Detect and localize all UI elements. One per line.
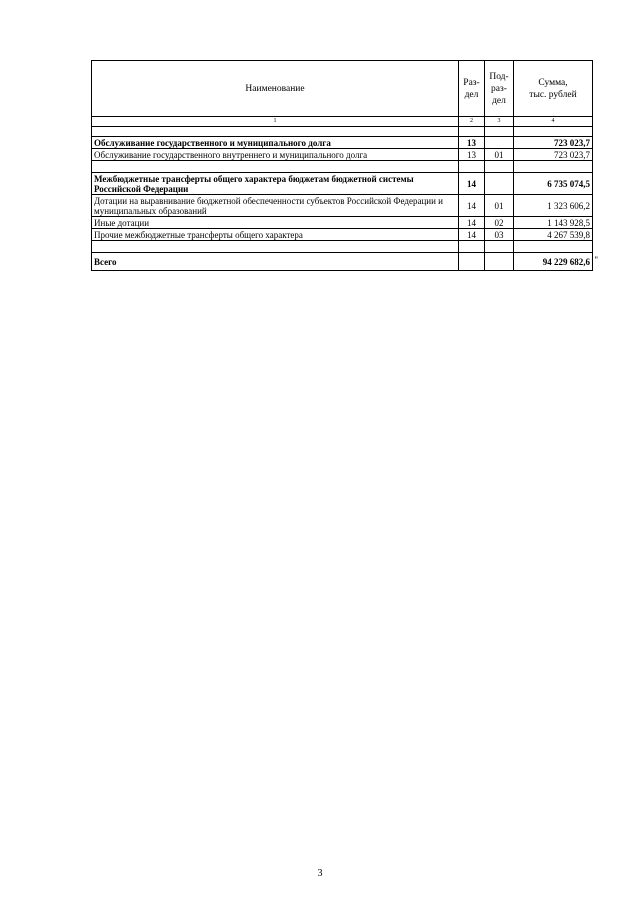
total-row xyxy=(92,253,593,271)
table-row xyxy=(92,217,593,229)
row-razdel: 14 xyxy=(459,229,485,241)
row-podrazdel: 01 xyxy=(485,195,514,217)
row-podrazdel xyxy=(485,137,514,149)
total-sum: 94 229 682,6 xyxy=(542,256,590,267)
row-razdel: 14 xyxy=(459,195,485,217)
header-sum-text: Сумма, тыс. рублей xyxy=(529,77,577,100)
closing-quote: " xyxy=(594,255,598,265)
row-name: Дотации на выравнивание бюджетной обеспеченности субъектов Российской Федерации и муниципальных образований xyxy=(92,195,459,217)
header-sum xyxy=(514,61,593,117)
column-number: 4 xyxy=(514,117,593,127)
row-sum: 723 023,7 xyxy=(514,149,593,161)
row-razdel: 14 xyxy=(459,217,485,229)
row-name: Обслуживание государственного и муниципального долга xyxy=(92,137,459,149)
page-number: 3 xyxy=(317,868,323,879)
table-row xyxy=(92,149,593,161)
row-podrazdel: 03 xyxy=(485,229,514,241)
row-podrazdel xyxy=(485,173,514,195)
column-number-row xyxy=(92,117,593,127)
column-number: 3 xyxy=(485,117,514,127)
table-row xyxy=(92,195,593,217)
budget-table xyxy=(91,60,598,271)
row-razdel: 13 xyxy=(459,137,485,149)
row-name: Межбюджетные трансферты общего характера бюджетам бюджетной системы Российской Федерации xyxy=(92,173,459,195)
row-name: Обслуживание государственного внутреннего и муниципального долга xyxy=(92,149,459,161)
header-razdel-text: Раз- дел xyxy=(463,77,480,100)
table-row xyxy=(92,173,593,195)
header-name: Наименование xyxy=(92,61,459,117)
row-razdel: 13 xyxy=(459,149,485,161)
row-podrazdel: 01 xyxy=(485,149,514,161)
row-sum: 1 143 928,5 xyxy=(514,217,593,229)
header-row xyxy=(92,61,593,117)
header-razdel xyxy=(459,61,485,117)
table-row xyxy=(92,229,593,241)
table-row xyxy=(92,137,593,149)
row-razdel: 14 xyxy=(459,173,485,195)
spacer-row xyxy=(92,127,593,137)
row-sum: 1 323 606,2 xyxy=(514,195,593,217)
column-number: 1 xyxy=(92,117,459,127)
total-sum-cell xyxy=(514,253,598,271)
row-sum: 723 023,7 xyxy=(514,137,593,149)
row-name: Иные дотации xyxy=(92,217,459,229)
total-label: Всего xyxy=(92,253,459,271)
row-name: Прочие межбюджетные трансферты общего характера xyxy=(92,229,459,241)
row-sum: 4 267 539,8 xyxy=(514,229,593,241)
header-podrazdel-text: Под- раз- дел xyxy=(489,71,509,106)
column-number: 2 xyxy=(459,117,485,127)
spacer-row xyxy=(92,241,593,253)
row-sum: 6 735 074,5 xyxy=(514,173,593,195)
row-podrazdel: 02 xyxy=(485,217,514,229)
header-podrazdel xyxy=(485,61,514,117)
spacer-row xyxy=(92,161,593,173)
